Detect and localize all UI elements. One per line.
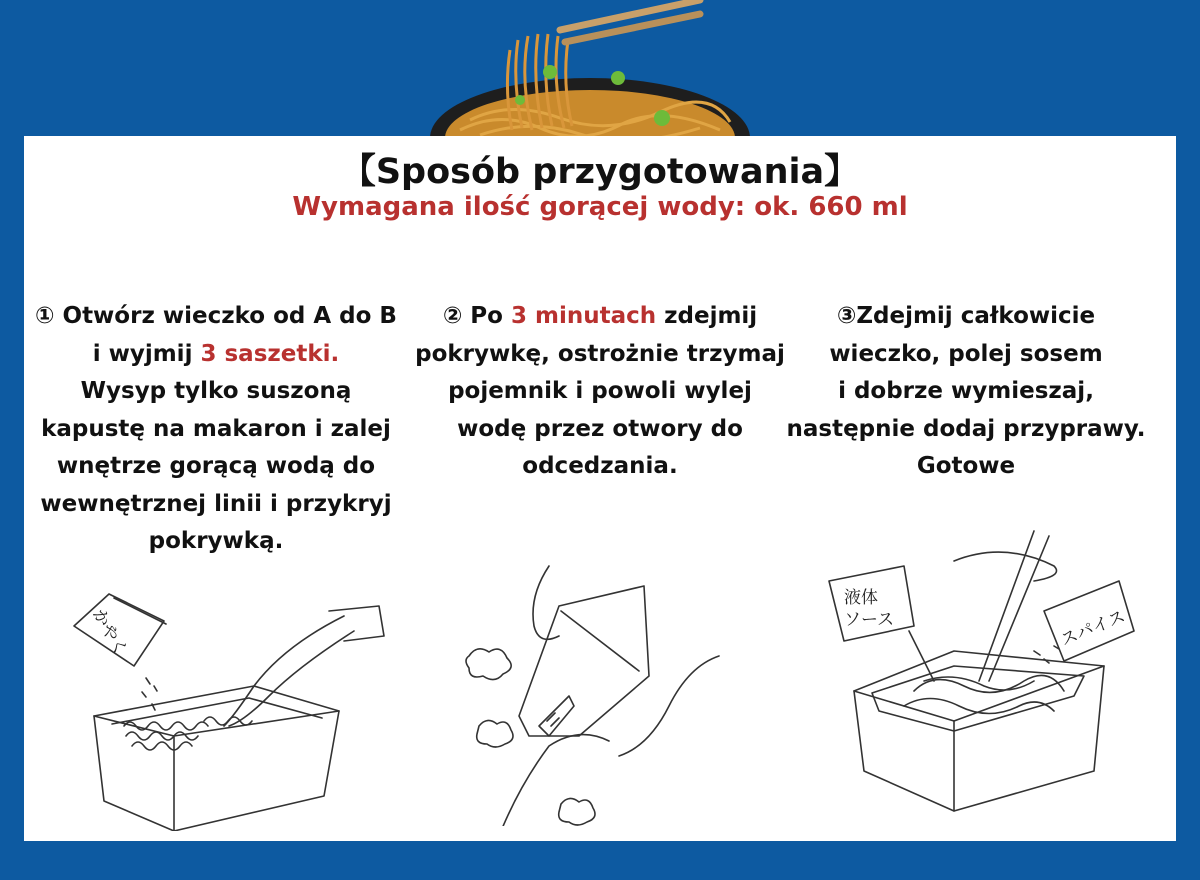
step-2-text: [408, 298, 792, 486]
step-3-sauce-label-1: 液体: [844, 588, 878, 608]
step-2-line-5: odcedzania.: [522, 453, 678, 479]
step-2-minutes-highlight: 3 minutach: [510, 303, 657, 329]
step-3-line-1: ③Zdejmij całkowicie: [836, 303, 1096, 329]
step-3-line-2: wieczko, polej sosem: [829, 340, 1103, 367]
step-2-line-4: wodę przez otwory do: [457, 415, 743, 442]
noodle-bowl-image: [400, 0, 800, 140]
step-1-line-1: ① Otwórz wieczko od A do B: [35, 303, 397, 329]
step-2-illustration: [439, 556, 739, 826]
step-3-line-4: następnie dodaj przyprawy.: [786, 415, 1146, 442]
step-2-line-1-b: zdejmij: [656, 303, 758, 329]
step-3-illustration: [804, 521, 1154, 821]
step-1-line-5: wnętrze gorącą wodą do: [56, 453, 376, 479]
step-2-line-2: pokrywkę, ostrożnie trzymaj: [415, 340, 785, 367]
step-3-text: [776, 298, 1156, 486]
step-1-packet-label: かやく: [88, 605, 131, 660]
step-1-text: [24, 298, 408, 561]
step-1-line-3: Wysyp tylko suszoną: [80, 378, 352, 404]
step-1-line-2: [24, 336, 408, 374]
instructions-card: [24, 136, 1176, 841]
step-2-line-1-a: ② Po: [442, 303, 511, 329]
step-1-illustration: [54, 586, 404, 831]
step-2-line-3: pojemnik i powoli wylej: [448, 378, 752, 404]
step-3-line-3: i dobrze wymieszaj,: [838, 378, 1094, 404]
step-3-line-5: Gotowe: [916, 453, 1016, 479]
step-1-line-6: wewnętrznej linii i przykryj: [40, 490, 392, 517]
step-3-sauce-label-2: ソース: [844, 610, 895, 630]
step-1-sachets-highlight: 3 saszetki.: [200, 340, 340, 367]
step-1-line-7: pokrywką.: [148, 528, 284, 554]
water-amount-subtitle: Wymagana ilość gorącej wody: ok. 660 ml: [292, 192, 908, 222]
step-1-line-4: kapustę na makaron i zalej: [41, 415, 391, 442]
step-1-line-2-text: i wyjmij: [92, 340, 201, 367]
step-2-line-1: [408, 298, 792, 336]
step-3-spice-label: スパイス: [1057, 606, 1129, 651]
page-title: 【Sposób przygotowania】: [340, 152, 860, 192]
